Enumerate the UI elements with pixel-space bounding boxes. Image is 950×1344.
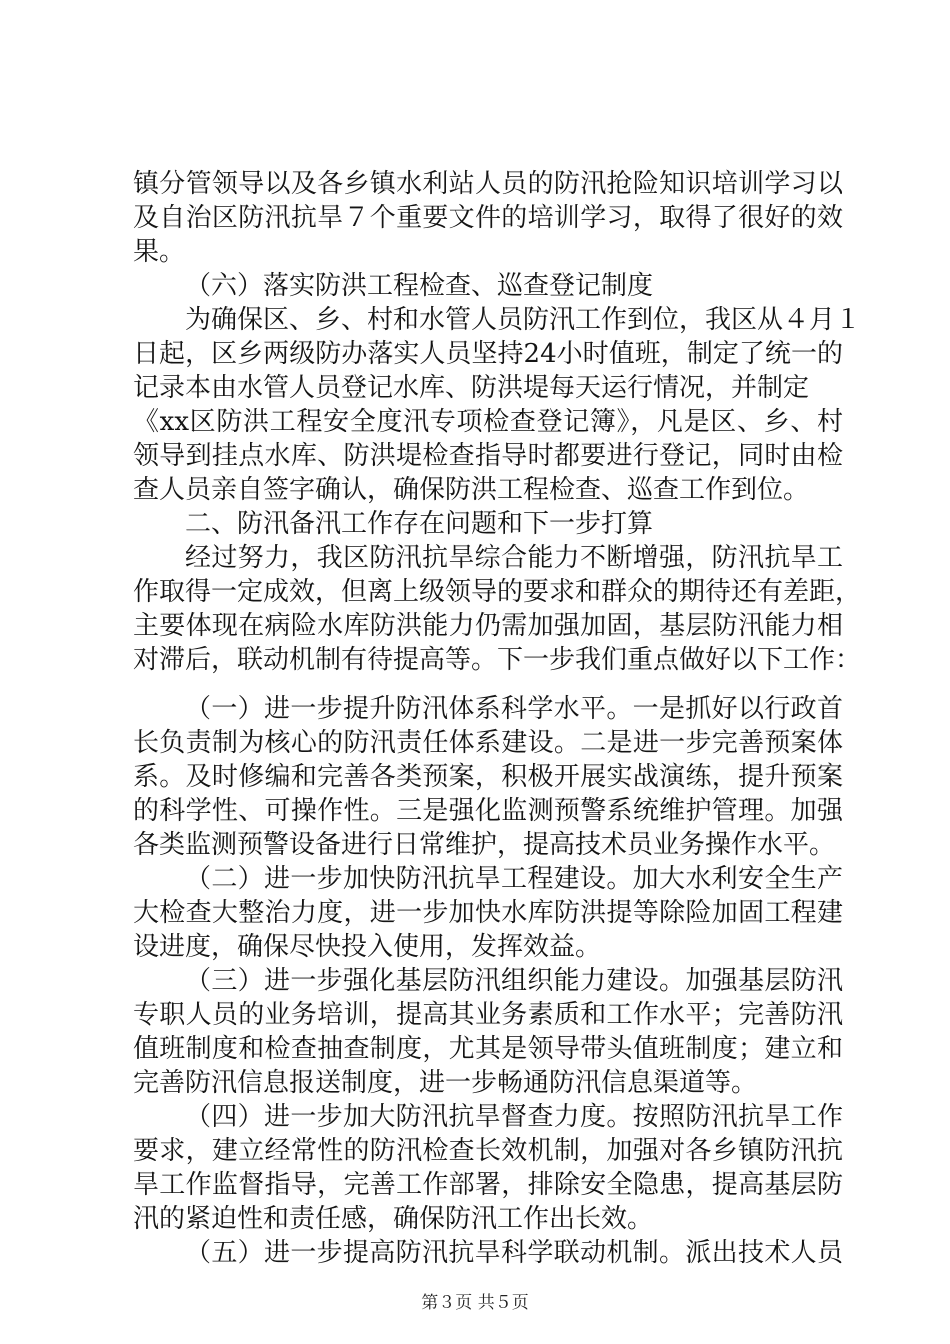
text-line: 的科学性、可操作性。三是强化监测预警系统维护管理。加强 <box>133 796 843 826</box>
text-line: 领导到挂点水库、防洪堤检查指导时都要进行登记，同时由检 <box>133 441 843 471</box>
section-heading: 二、防汛备汛工作存在问题和下一步打算 <box>185 509 654 539</box>
text-line: 长负责制为核心的防汛责任体系建设。二是进一步完善预案体 <box>133 728 843 758</box>
section-heading: （六）落实防洪工程检查、巡查登记制度 <box>185 271 654 301</box>
text-line: 作取得一定成效，但离上级领导的要求和群众的期待还有差距， <box>133 577 862 607</box>
text-line: （三）进一步强化基层防汛组织能力建设。加强基层防汛 <box>185 966 843 996</box>
text-line: 为确保区、乡、村和水管人员防汛工作到位，我区从４月１ <box>185 305 862 335</box>
page-footer: 第３页 共５页 <box>421 1293 529 1313</box>
text-line: 汛的紧迫性和责任感，确保防汛工作出长效。 <box>133 1204 654 1234</box>
text-line: 经过努力，我区防汛抗旱综合能力不断增强，防汛抗旱工 <box>185 543 843 573</box>
text-line: 《xx区防洪工程安全度汛专项检查登记簿》，凡是区、乡、村 <box>133 407 843 437</box>
text-line: 记录本由水管人员登记水库、防洪堤每天运行情况，并制定 <box>133 373 810 403</box>
text-line: 及自治区防汛抗旱７个重要文件的培训学习，取得了很好的效 <box>133 203 843 233</box>
text-line: （二）进一步加快防汛抗旱工程建设。加大水利安全生产 <box>185 864 843 894</box>
text-line: 值班制度和检查抽查制度，尤其是领导带头值班制度；建立和 <box>133 1034 843 1064</box>
text-line: 果。 <box>133 237 186 267</box>
text-line: 要求，建立经常性的防汛检查长效机制，加强对各乡镇防汛抗 <box>133 1136 843 1166</box>
text-line: （五）进一步提高防汛抗旱科学联动机制。派出技术人员 <box>185 1238 843 1268</box>
text-line: 日起，区乡两级防办落实人员坚持24小时值班，制定了统一的 <box>133 339 843 369</box>
text-line: 主要体现在病险水库防洪能力仍需加强加固，基层防汛能力相 <box>133 611 843 641</box>
text-line: 专职人员的业务培训，提高其业务素质和工作水平；完善防汛 <box>133 1000 843 1030</box>
text-line: 设进度，确保尽快投入使用，发挥效益。 <box>133 932 602 962</box>
text-line: 大检查大整治力度，进一步加快水库防洪提等除险加固工程建 <box>133 898 843 928</box>
text-line: 对滞后，联动机制有待提高等。下一步我们重点做好以下工作： <box>133 645 862 675</box>
text-line: 完善防汛信息报送制度，进一步畅通防汛信息渠道等。 <box>133 1068 758 1098</box>
text-line: 系。及时修编和完善各类预案，积极开展实战演练，提升预案 <box>133 762 843 792</box>
text-line: 镇分管领导以及各乡镇水利站人员的防汛抢险知识培训学习以 <box>133 169 843 199</box>
text-line: 查人员亲自签字确认，确保防洪工程检查、巡查工作到位。 <box>133 475 810 505</box>
text-line: 各类监测预警设备进行日常维护，提高技术员业务操作水平。 <box>133 830 836 860</box>
text-line: 旱工作监督指导，完善工作部署，排除安全隐患，提高基层防 <box>133 1170 843 1200</box>
text-line: （四）进一步加大防汛抗旱督查力度。按照防汛抗旱工作 <box>185 1102 843 1132</box>
text-line: （一）进一步提升防汛体系科学水平。一是抓好以行政首 <box>185 694 843 724</box>
